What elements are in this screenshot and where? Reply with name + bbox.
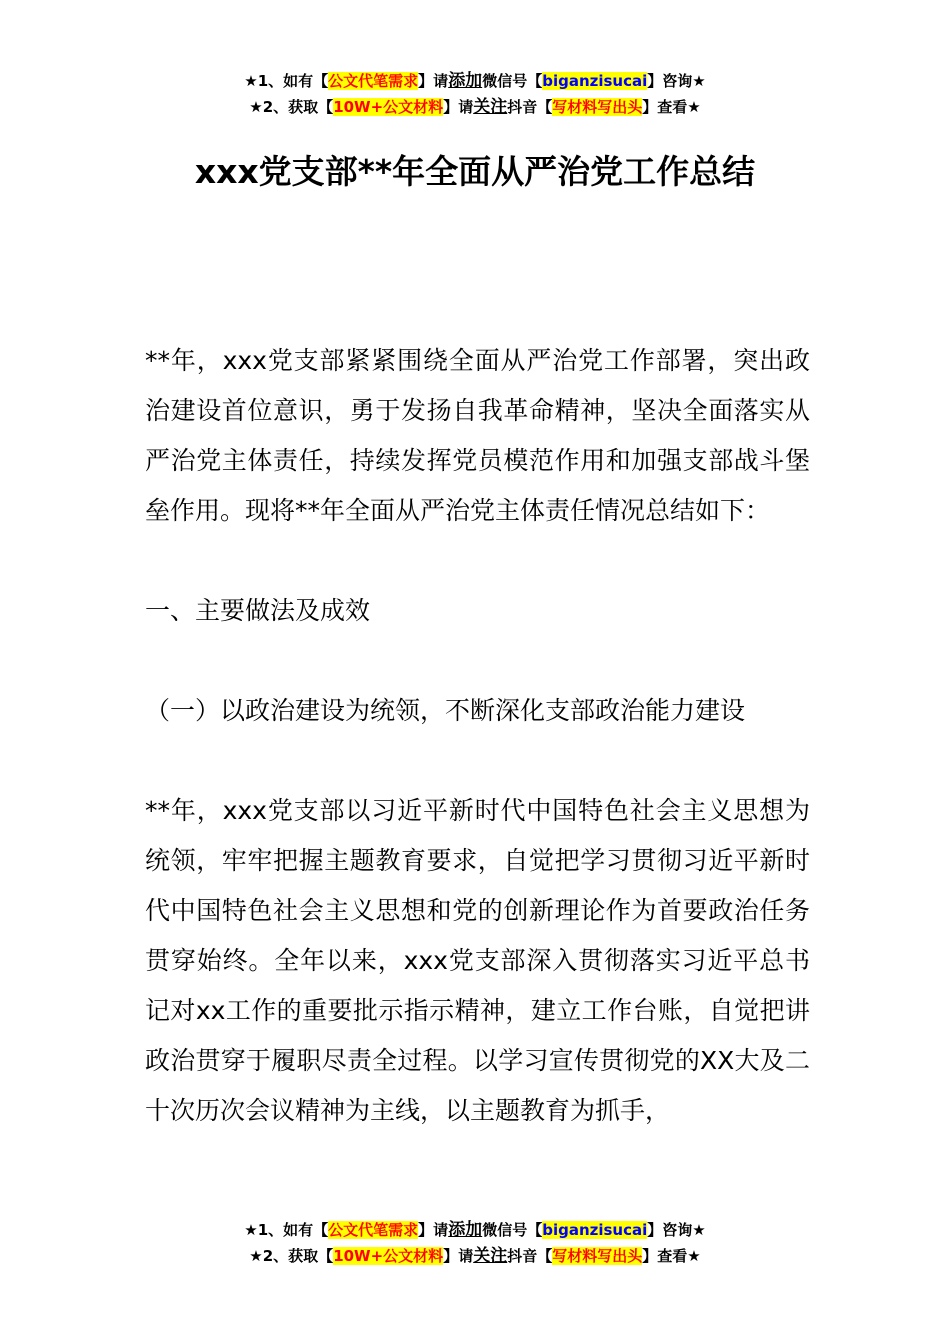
- subsection-heading: （一）以政治建设为统领，不断深化支部政治能力建设: [145, 696, 746, 725]
- promo-text: ★2、获取【: [249, 98, 334, 116]
- promo-highlight: 10W+公文材料: [333, 98, 444, 116]
- promo-wechat-id: biganzisucai: [542, 1221, 648, 1239]
- promo-highlight: 公文代笔需求: [328, 1221, 419, 1239]
- promo-highlight: 10W+公文材料: [333, 1247, 444, 1265]
- header-promo-banner: [0, 68, 950, 120]
- promo-text: 】咨询★: [647, 72, 706, 90]
- promo-text: 】请: [443, 1247, 474, 1265]
- promo-wechat-id: biganzisucai: [542, 72, 648, 90]
- promo-text: 】查看★: [642, 1247, 701, 1265]
- promo-emphasis: 关注: [473, 1246, 508, 1266]
- promo-text: 】请: [443, 98, 474, 116]
- document-body: [145, 336, 810, 1136]
- promo-line-1: [0, 1217, 950, 1243]
- promo-emphasis: 关注: [473, 97, 508, 117]
- section-heading: 一、主要做法及成效: [145, 596, 371, 625]
- promo-text: 】咨询★: [647, 1221, 706, 1239]
- promo-text: 抖音【: [507, 98, 553, 116]
- promo-line-1: [0, 68, 950, 94]
- promo-highlight: 公文代笔需求: [328, 72, 419, 90]
- intro-paragraph: **年，xxx党支部紧紧围绕全面从严治党工作部署，突出政治建设首位意识，勇于发扬自我革命精神，坚决全面落实从严治党主体责任，持续发挥党员模范作用和加强支部战斗堡垒作用。现将**年全面从严治党主体责任情况总结如下：: [145, 346, 810, 525]
- promo-emphasis: 添加: [448, 1220, 483, 1240]
- promo-douyin-id: 写材料写出头: [552, 1247, 643, 1265]
- promo-text: 】查看★: [642, 98, 701, 116]
- body-paragraph: **年，xxx党支部以习近平新时代中国特色社会主义思想为统领，牢牢把握主题教育要求，自觉把学习贯彻习近平新时代中国特色社会主义思想和党的创新理论作为首要政治任务贯穿始终。全年以来，xxx党支部深入贯彻落实习近平总书记对xx工作的重要批示指示精神，建立工作台账，自觉把讲政治贯穿于履职尽责全过程。以学习宣传贯彻党的XX大及二十次历次会议精神为主线，以主题教育为抓手，: [145, 796, 810, 1125]
- promo-text: ★2、获取【: [249, 1247, 334, 1265]
- promo-text: 微信号【: [482, 1221, 543, 1239]
- promo-text: 抖音【: [507, 1247, 553, 1265]
- promo-text: 微信号【: [482, 72, 543, 90]
- promo-line-2: [0, 1243, 950, 1269]
- promo-text: 】请: [418, 72, 449, 90]
- document-title: xxx党支部**年全面从严治党工作总结: [194, 152, 756, 191]
- footer-promo-banner: [0, 1217, 950, 1269]
- promo-text: ★1、如有【: [244, 1221, 329, 1239]
- promo-text: 】请: [418, 1221, 449, 1239]
- promo-line-2: [0, 94, 950, 120]
- promo-douyin-id: 写材料写出头: [552, 98, 643, 116]
- promo-text: ★1、如有【: [244, 72, 329, 90]
- promo-emphasis: 添加: [448, 71, 483, 91]
